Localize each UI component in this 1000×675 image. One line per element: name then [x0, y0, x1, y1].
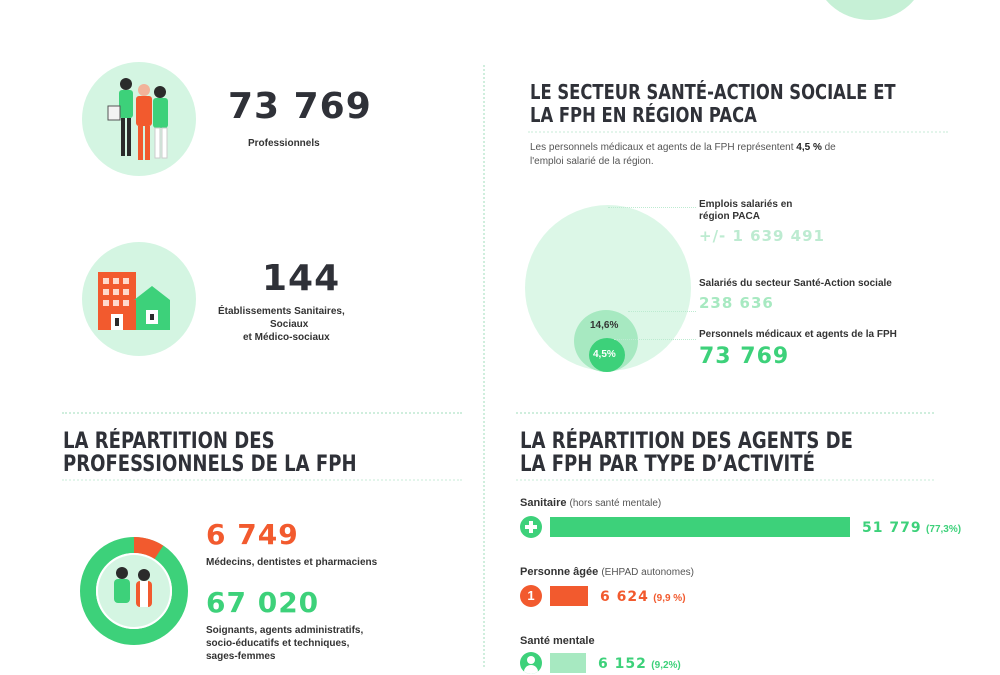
- repartition-pros-title-line2: PROFESSIONNELS DE LA FPH: [63, 452, 357, 477]
- salaries-label: Salariés du secteur Santé-Action sociale: [699, 278, 892, 289]
- activity-item-sante-mentale: [520, 635, 980, 675]
- activity-note: (EHPAD autonomes): [601, 567, 694, 578]
- medecins-value: 6 749: [206, 518, 299, 551]
- left-title-underline: [62, 479, 462, 481]
- number-one-icon: 1: [520, 585, 542, 607]
- establishments-value: 144: [262, 258, 341, 299]
- right-title-underline: [516, 479, 934, 481]
- activity-label: Sanitaire: [520, 497, 567, 509]
- salaries-value: 238 636: [699, 294, 774, 312]
- right-section-divider: [516, 412, 934, 414]
- hospital-building-icon: [82, 242, 196, 356]
- fph-value: 73 769: [699, 344, 790, 369]
- vertical-divider: [483, 65, 485, 667]
- pct-sante-label: 14,6%: [590, 320, 619, 331]
- repartition-pros-title-line1: LA RÉPARTITION DES: [63, 429, 275, 454]
- professionals-illustration: [82, 62, 196, 176]
- establishments-label-line3: et Médico-sociaux: [243, 332, 330, 343]
- people-icon: [82, 62, 196, 176]
- activity-pct: (9,9 %): [653, 593, 686, 604]
- emplois-label-line1: Emplois salariés en: [699, 199, 793, 210]
- activity-value: 51 779: [862, 520, 922, 536]
- soignants-label-line1: Soignants, agents administratifs,: [206, 625, 364, 636]
- establishments-label-line2: Sociaux: [270, 319, 309, 330]
- establishments-label-line1: Établissements Sanitaires,: [218, 306, 345, 317]
- pct-fph-label: 4,5%: [593, 349, 616, 360]
- soignants-value: 67 020: [206, 586, 320, 619]
- emplois-label-line2: région PACA: [699, 211, 760, 222]
- repartition-activite-title-line2: LA FPH PAR TYPE D’ACTIVITÉ: [520, 452, 815, 477]
- repartition-activite-title-line1: LA RÉPARTITION DES AGENTS DE: [520, 429, 853, 454]
- sector-desc-bold: 4,5 %: [796, 142, 822, 153]
- establishments-illustration: [82, 242, 196, 356]
- professionals-label: Professionnels: [248, 138, 320, 149]
- activity-bar: [550, 517, 850, 537]
- activity-label: Santé mentale: [520, 635, 595, 647]
- fph-label: Personnels médicaux et agents de la FPH: [699, 329, 897, 340]
- activity-label: Personne âgée: [520, 566, 599, 578]
- activity-bar: [550, 653, 586, 673]
- cross-icon: [520, 516, 542, 538]
- sector-title-underline: [528, 131, 948, 133]
- sector-title-line1: LE SECTEUR SANTÉ-ACTION SOCIALE ET: [530, 80, 896, 104]
- leader-line-emplois: [608, 207, 696, 208]
- donut-medecins-segment: [134, 545, 159, 552]
- pros-donut-chart: [78, 535, 190, 647]
- sector-desc-line2: l'emploi salarié de la région.: [530, 156, 654, 167]
- activity-item-sanitaire: [520, 497, 980, 537]
- soignants-label-line3: sages-femmes: [206, 651, 276, 662]
- activity-value: 6 624: [600, 589, 649, 605]
- activity-item-personne-agee: [520, 566, 980, 606]
- medecins-label: Médecins, dentistes et pharmaciens: [206, 557, 378, 568]
- sector-title-line2: LA FPH EN RÉGION PACA: [530, 103, 757, 127]
- decorative-top-circle: [815, 0, 925, 20]
- activity-value: 6 152: [598, 656, 647, 672]
- emplois-value: +/- 1 639 491: [699, 227, 825, 245]
- person-icon: [520, 652, 542, 674]
- leader-line-fph: [614, 339, 696, 340]
- activity-note: (hors santé mentale): [569, 498, 662, 509]
- activity-pct: (77,3%): [926, 524, 962, 535]
- activity-bar: [550, 586, 588, 606]
- leader-line-salaries: [628, 311, 696, 312]
- soignants-label-line2: socio-éducatifs et techniques,: [206, 638, 350, 649]
- sector-description: [530, 141, 836, 169]
- activity-pct: (9,2%): [651, 660, 681, 671]
- sector-desc-post: de: [821, 142, 836, 153]
- professionals-value: 73 769: [228, 86, 372, 127]
- left-section-divider: [62, 412, 462, 414]
- sector-desc-pre: Les personnels médicaux et agents de la FPH représentent: [530, 142, 797, 153]
